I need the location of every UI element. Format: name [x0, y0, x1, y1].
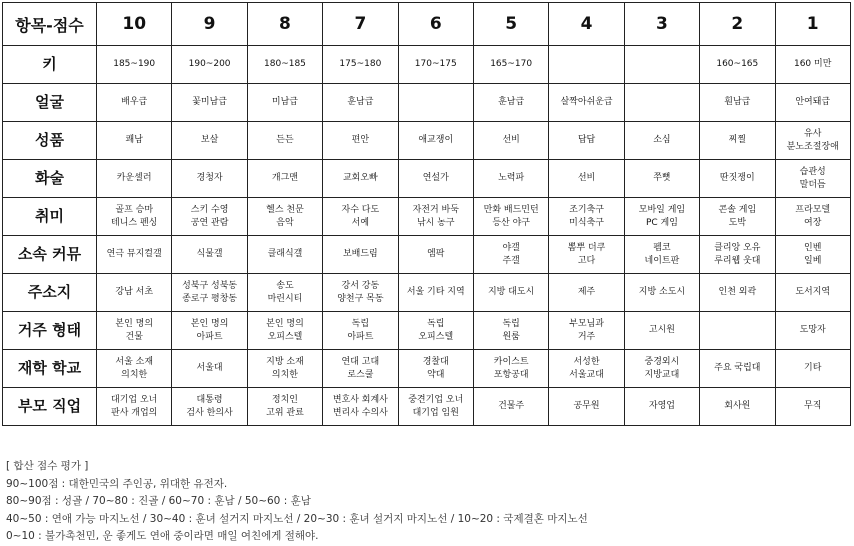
table-cell: 헬스 천문 음악	[247, 198, 322, 236]
table-cell: 무직	[775, 388, 850, 426]
table-row	[3, 350, 851, 388]
table-row	[3, 84, 851, 122]
table-row	[3, 160, 851, 198]
table-row	[3, 46, 851, 84]
table-row	[3, 274, 851, 312]
table-cell: 강서 강동 양천구 목동	[323, 274, 398, 312]
table-cell: 조기축구 미식축구	[549, 198, 624, 236]
table-cell: 도서지역	[775, 274, 850, 312]
table-cell: 서울 소재 의치한	[97, 350, 172, 388]
table-cell: 본인 명의 건물	[97, 312, 172, 350]
table-cell: 노력파	[473, 160, 548, 198]
table-row	[3, 312, 851, 350]
table-cell: 본인 명의 오피스텔	[247, 312, 322, 350]
table-cell: 독립 아파트	[323, 312, 398, 350]
score-header-9: 9	[172, 3, 247, 46]
table-cell: 소심	[624, 122, 699, 160]
table-cell: 엠팍	[398, 236, 473, 274]
table-row	[3, 236, 851, 274]
table-cell: 배우급	[97, 84, 172, 122]
score-header-5: 5	[473, 3, 548, 46]
table-cell: 건물주	[473, 388, 548, 426]
score-header-2: 2	[700, 3, 775, 46]
table-cell: 주요 국립대	[700, 350, 775, 388]
table-cell: 정치인 고위 관료	[247, 388, 322, 426]
table-cell: 자전거 바둑 낚시 농구	[398, 198, 473, 236]
score-header-1: 1	[775, 3, 850, 46]
table-cell: 유사 분노조절장애	[775, 122, 850, 160]
score-header-4: 4	[549, 3, 624, 46]
table-row	[3, 122, 851, 160]
table-cell: 연극 뮤지컬갤	[97, 236, 172, 274]
table-cell: 훤남급	[700, 84, 775, 122]
table-cell: 든든	[247, 122, 322, 160]
table-cell: 190~200	[172, 46, 247, 84]
table-cell: 교회오빠	[323, 160, 398, 198]
table-cell: 185~190	[97, 46, 172, 84]
table-cell: 훈남급	[323, 84, 398, 122]
row-label: 키	[3, 46, 97, 84]
row-label: 소속 커뮤	[3, 236, 97, 274]
table-cell: 스키 수영 공연 관람	[172, 198, 247, 236]
table-cell: 딴짓쟁이	[700, 160, 775, 198]
table-cell: 미남급	[247, 84, 322, 122]
table-cell: 뽐뿌 더쿠 고다	[549, 236, 624, 274]
table-cell: 프라모델 여장	[775, 198, 850, 236]
notes-line: 80~90점 : 성골 / 70~80 : 진골 / 60~70 : 훈남 / 50~60 : 훈남	[6, 495, 311, 507]
notes-line: 90~100점 : 대한민국의 주인공, 위대한 유전자.	[6, 477, 228, 490]
table-cell: 훈남급	[473, 84, 548, 122]
table-cell: 연대 고대 로스쿨	[323, 350, 398, 388]
table-cell: 선비	[549, 160, 624, 198]
table-cell: 본인 명의 아파트	[172, 312, 247, 350]
row-label: 부모 직업	[3, 388, 97, 426]
table-row	[3, 198, 851, 236]
table-cell: 지방 대도시	[473, 274, 548, 312]
notes-heading: [ 합산 점수 평가 ]	[6, 460, 89, 472]
table-cell: 대통령 검사 한의사	[172, 388, 247, 426]
table-cell: 꽃미남급	[172, 84, 247, 122]
table-cell: 편안	[323, 122, 398, 160]
table-cell: 답답	[549, 122, 624, 160]
table-cell: 독립 원룸	[473, 312, 548, 350]
table-cell: 대기업 오너 판사 개업의	[97, 388, 172, 426]
table-cell: 165~170	[473, 46, 548, 84]
table-cell: 서울 기타 지역	[398, 274, 473, 312]
table-cell	[549, 46, 624, 84]
table-cell: 중견기업 오너 대기업 임원	[398, 388, 473, 426]
table-cell: 인천 외곽	[700, 274, 775, 312]
table-cell: 180~185	[247, 46, 322, 84]
table-cell: 제주	[549, 274, 624, 312]
table-cell: 변호사 회계사 변리사 수의사	[323, 388, 398, 426]
table-cell: 지방 소도시	[624, 274, 699, 312]
table-cell: 쾌남	[97, 122, 172, 160]
table-cell: 중경외시 지방교대	[624, 350, 699, 388]
table-cell: 연설가	[398, 160, 473, 198]
table-cell: 클리앙 오유 루리웹 웃대	[700, 236, 775, 274]
table-cell: 야갤 주갤	[473, 236, 548, 274]
table-cell: 경찰대 약대	[398, 350, 473, 388]
table-cell: 찌찔	[700, 122, 775, 160]
table-cell: 기타	[775, 350, 850, 388]
table-cell: 부모님과 거주	[549, 312, 624, 350]
table-cell: 송도 마린시티	[247, 274, 322, 312]
table-cell: 자수 다도 서예	[323, 198, 398, 236]
table-cell: 살짝아쉬운급	[549, 84, 624, 122]
table-cell: 서울대	[172, 350, 247, 388]
table-cell: 도망자	[775, 312, 850, 350]
table-cell: 콘솔 게임 도박	[700, 198, 775, 236]
score-header-7: 7	[323, 3, 398, 46]
row-label: 거주 형태	[3, 312, 97, 350]
table-cell	[398, 84, 473, 122]
score-header-6: 6	[398, 3, 473, 46]
table-cell: 골프 승마 테니스 펜싱	[97, 198, 172, 236]
table-cell: 170~175	[398, 46, 473, 84]
table-cell: 모바일 게임 PC 게임	[624, 198, 699, 236]
table-cell	[700, 312, 775, 350]
table-cell: 개그맨	[247, 160, 322, 198]
corner-header: 항목-점수	[3, 3, 97, 46]
row-label: 얼굴	[3, 84, 97, 122]
table-cell: 습관성 말더듬	[775, 160, 850, 198]
row-label: 재학 학교	[3, 350, 97, 388]
table-cell: 안여돼급	[775, 84, 850, 122]
row-label: 취미	[3, 198, 97, 236]
table-cell: 인벤 일베	[775, 236, 850, 274]
score-table	[2, 2, 851, 426]
table-cell: 160~165	[700, 46, 775, 84]
table-cell: 강남 서초	[97, 274, 172, 312]
table-cell: 지방 소재 의치한	[247, 350, 322, 388]
table-cell: 애교쟁이	[398, 122, 473, 160]
table-cell	[624, 46, 699, 84]
table-cell: 공무원	[549, 388, 624, 426]
row-label: 화술	[3, 160, 97, 198]
row-label: 주소지	[3, 274, 97, 312]
table-row	[3, 388, 851, 426]
table-cell: 고시원	[624, 312, 699, 350]
score-evaluation-notes	[6, 458, 588, 546]
table-cell: 보배드림	[323, 236, 398, 274]
table-cell: 회사원	[700, 388, 775, 426]
table-cell: 카운셀러	[97, 160, 172, 198]
table-cell: 서성한 서울교대	[549, 350, 624, 388]
table-cell: 독립 오피스텔	[398, 312, 473, 350]
table-cell: 선비	[473, 122, 548, 160]
score-header-10: 10	[97, 3, 172, 46]
table-cell: 175~180	[323, 46, 398, 84]
row-label: 성품	[3, 122, 97, 160]
notes-line: 0~10 : 불가촉천민, 운 좋게도 연애 중이라면 매일 여친에게 절해야.	[6, 530, 319, 542]
table-cell: 만화 배드민턴 등산 야구	[473, 198, 548, 236]
notes-line: 40~50 : 연애 가능 마지노선 / 30~40 : 훈녀 설거지 마지노선 / 20~30 : 훈녀 설거지 마지노선 / 10~20 : 국제결혼 마지노선	[6, 512, 588, 525]
table-cell: 자영업	[624, 388, 699, 426]
table-cell: 성북구 성북동 종로구 평창동	[172, 274, 247, 312]
table-cell: 클래식갤	[247, 236, 322, 274]
table-cell	[624, 84, 699, 122]
table-cell: 160 미만	[775, 46, 850, 84]
score-header-row	[3, 3, 851, 46]
table-cell: 경청자	[172, 160, 247, 198]
table-cell: 쭈뼛	[624, 160, 699, 198]
table-cell: 펨코 네이트판	[624, 236, 699, 274]
table-cell: 식물갤	[172, 236, 247, 274]
table-cell: 보살	[172, 122, 247, 160]
table-cell: 카이스트 포항공대	[473, 350, 548, 388]
score-header-3: 3	[624, 3, 699, 46]
score-header-8: 8	[247, 3, 322, 46]
